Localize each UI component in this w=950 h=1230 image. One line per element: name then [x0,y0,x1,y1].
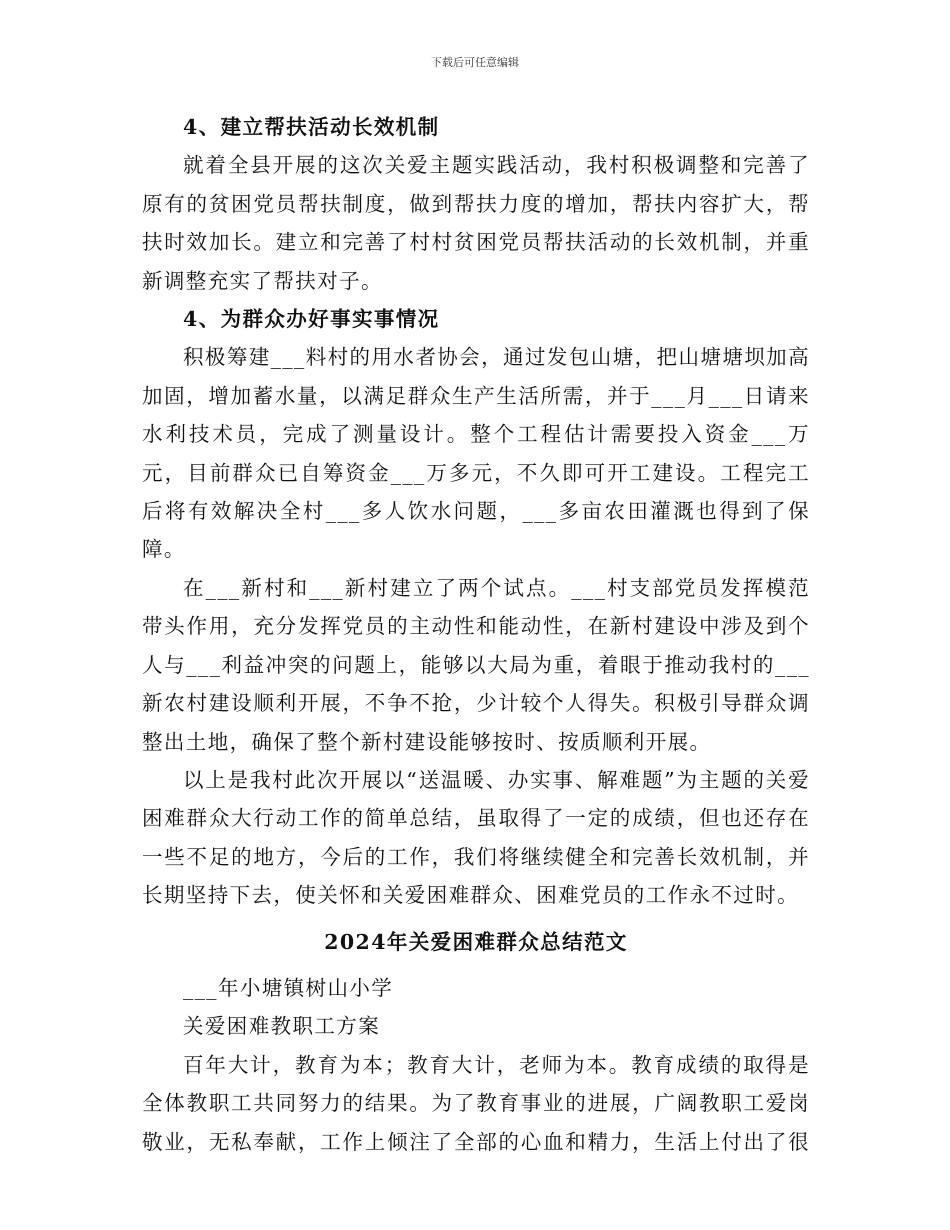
paragraph-conclusion: 以上是我村此次开展以“送温暖、办实事、解难题”为主题的关爱困难群众大行动工作的简单总结，虽取得了一定的成绩，但也还存在一些不足的地方，今后的工作，我们将继续健全和完善长效机制，并长期坚持下去，使关怀和关爱困难群众、困难党员的工作永不过时。 [142,767,810,908]
paragraph-education: 百年大计，教育为本；教育大计，老师为本。教育成绩的取得是全体教职工共同努力的结果。为了教育事业的进展，广阔教职工爱岗敬业，无私奉献，工作上倾注了全部的心血和精力，生活上付出了很 [142,1052,810,1154]
paragraph-pilot-villages: 在___新村和___新村建立了两个试点。___村支部党员发挥模范带头作用，充分发挥党员的主动性和能动性，在新村建设中涉及到个人与___利益冲突的问题上，能够以大局为重，着眼于推动我村的___新农村建设顺利开展，不争不抢，少计较个人得失。积极引导群众调整出土地，确保了整个新村建设能够按时、按质顺利开展。 [142,575,810,754]
section-heading-mechanism: 4、建立帮扶活动长效机制 [183,115,440,139]
paragraph-mechanism: 就着全县开展的这次关爱主题实践活动，我村积极调整和完善了原有的贫困党员帮扶制度，做到帮扶力度的增加，帮扶内容扩大，帮扶时效加长。建立和完善了村村贫困党员帮扶活动的长效机制，并重新调整充实了帮扶对子。 [142,153,810,293]
page-header-note: 下载后可任意编辑 [431,56,519,69]
school-line: ___年小塘镇树山小学 [183,975,394,1000]
paragraph-water-association: 积极筹建___料村的用水者协会，通过发包山塘，把山塘塘坝加高加固，增加蓄水量，以满足群众生产生活所需，并于___月___日请来水利技术员，完成了测量设计。整个工程估计需要投入资金___万元，目前群众已自筹资金___万多元，不久即可开工建设。工程完工后将有效解决全村___多人饮水问题，___多亩农田灌溉也得到了保障。 [142,345,810,562]
section-heading-good-deeds: 4、为群众办好事实事情况 [183,307,440,332]
document-body [142,108,810,1161]
document-title: 2024年关爱困难群众总结范文 [324,929,628,954]
plan-line: 关爱困难教职工方案 [183,1014,381,1039]
